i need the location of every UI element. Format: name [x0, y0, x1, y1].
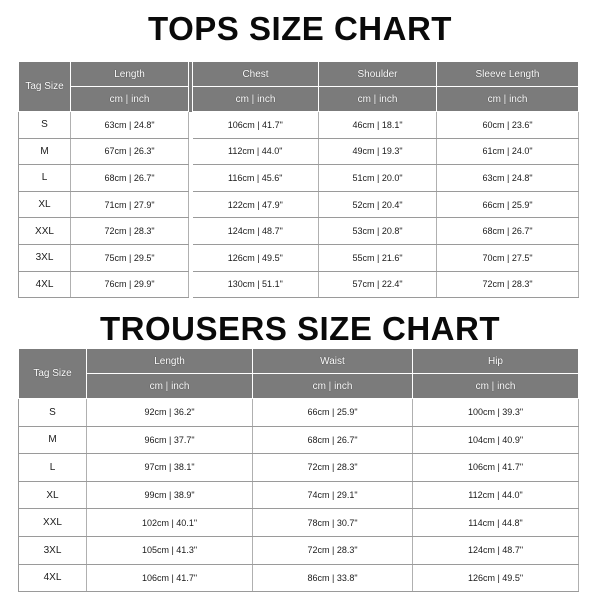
- tops-unit-header: cm | inch: [71, 87, 189, 112]
- trousers-measurement-cell: 100cm | 39.3": [413, 399, 579, 427]
- trousers-measurement-cell: 99cm | 38.9": [87, 481, 253, 509]
- trousers-measurement-cell: 72cm | 28.3": [253, 536, 413, 564]
- trousers-measurement-cell: 126cm | 49.5": [413, 564, 579, 592]
- tops-tag-size-header: [19, 62, 71, 112]
- trousers-size-table: [18, 348, 579, 592]
- tops-table-row: [19, 191, 579, 218]
- tops-measurement-cell: 72cm | 28.3": [71, 218, 189, 245]
- tops-table-row: [19, 112, 579, 139]
- tops-measurement-cell: 122cm | 47.9": [193, 191, 319, 218]
- tops-measurement-cell: 116cm | 45.6": [193, 165, 319, 192]
- trousers-table-row: [19, 536, 579, 564]
- tops-measurement-cell: 60cm | 23.6": [437, 112, 579, 139]
- tops-tag-size-label: Tag Size: [25, 80, 64, 92]
- trousers-unit-header: cm | inch: [413, 374, 579, 399]
- trousers-measurement-cell: 114cm | 44.8": [413, 509, 579, 537]
- tops-measurement-cell: 51cm | 20.0": [319, 165, 437, 192]
- tops-measurement-cell: 112cm | 44.0": [193, 138, 319, 165]
- tops-measurement-cell: 61cm | 24.0": [437, 138, 579, 165]
- tops-table-row: [19, 271, 579, 298]
- trousers-measurement-cell: 68cm | 26.7": [253, 426, 413, 454]
- trousers-tag-size-header: [19, 349, 87, 399]
- trousers-measurement-cell: 104cm | 40.9": [413, 426, 579, 454]
- tops-column-header-sleeve-length: Sleeve Length: [437, 62, 579, 87]
- tops-column-header-chest: Chest: [193, 62, 319, 87]
- tops-measurement-cell: 76cm | 29.9": [71, 271, 189, 298]
- trousers-column-header-waist: Waist: [253, 349, 413, 374]
- tops-measurement-cell: 66cm | 25.9": [437, 191, 579, 218]
- trousers-table-row: [19, 564, 579, 592]
- tops-measurement-cell: 52cm | 20.4": [319, 191, 437, 218]
- tops-measurement-cell: 124cm | 48.7": [193, 218, 319, 245]
- trousers-table-row: [19, 481, 579, 509]
- tops-measurement-cell: 53cm | 20.8": [319, 218, 437, 245]
- trousers-table-row: [19, 509, 579, 537]
- tops-measurement-cell: 75cm | 29.5": [71, 244, 189, 271]
- trousers-measurement-cell: 112cm | 44.0": [413, 481, 579, 509]
- tops-measurement-cell: 49cm | 19.3": [319, 138, 437, 165]
- trousers-measurement-cell: 72cm | 28.3": [253, 454, 413, 482]
- tops-table-row: [19, 218, 579, 245]
- tops-table-row: [19, 244, 579, 271]
- trousers-measurement-cell: 96cm | 37.7": [87, 426, 253, 454]
- tops-measurement-cell: 72cm | 28.3": [437, 271, 579, 298]
- tops-table-row: [19, 138, 579, 165]
- tops-measurement-cell: 55cm | 21.6": [319, 244, 437, 271]
- trousers-measurement-cell: 105cm | 41.3": [87, 536, 253, 564]
- trousers-size-tag-cell: XXL: [19, 509, 87, 537]
- trousers-measurement-cell: 106cm | 41.7": [87, 564, 253, 592]
- tops-measurement-cell: 63cm | 24.8": [437, 165, 579, 192]
- tops-unit-header: cm | inch: [193, 87, 319, 112]
- trousers-tag-size-label: Tag Size: [33, 367, 72, 379]
- tops-unit-header: cm | inch: [437, 87, 579, 112]
- trousers-size-chart-title: TROUSERS SIZE CHART: [99, 310, 501, 347]
- tops-measurement-cell: 68cm | 26.7": [437, 218, 579, 245]
- tops-column-header-length: Length: [71, 62, 189, 87]
- trousers-measurement-cell: 102cm | 40.1": [87, 509, 253, 537]
- trousers-table-row: [19, 426, 579, 454]
- tops-unit-header: cm | inch: [319, 87, 437, 112]
- tops-measurement-cell: 63cm | 24.8": [71, 112, 189, 139]
- tops-measurement-cell: 68cm | 26.7": [71, 165, 189, 192]
- trousers-size-tag-cell: 4XL: [19, 564, 87, 592]
- tops-table-row: [19, 165, 579, 192]
- tops-measurement-cell: 126cm | 49.5": [193, 244, 319, 271]
- tops-measurement-cell: 57cm | 22.4": [319, 271, 437, 298]
- trousers-size-tag-cell: 3XL: [19, 536, 87, 564]
- trousers-measurement-cell: 86cm | 33.8": [253, 564, 413, 592]
- trousers-column-header-length: Length: [87, 349, 253, 374]
- tops-size-tag-cell: M: [19, 138, 71, 165]
- trousers-size-tag-cell: M: [19, 426, 87, 454]
- tops-measurement-cell: 130cm | 51.1": [193, 271, 319, 298]
- trousers-measurement-cell: 97cm | 38.1": [87, 454, 253, 482]
- trousers-measurement-cell: 66cm | 25.9": [253, 399, 413, 427]
- tops-size-tag-cell: 4XL: [19, 271, 71, 298]
- tops-size-table: [18, 61, 579, 298]
- tops-measurement-cell: 71cm | 27.9": [71, 191, 189, 218]
- tops-size-tag-cell: 3XL: [19, 244, 71, 271]
- tops-measurement-cell: 67cm | 26.3": [71, 138, 189, 165]
- trousers-measurement-cell: 92cm | 36.2": [87, 399, 253, 427]
- trousers-unit-header: cm | inch: [87, 374, 253, 399]
- tops-size-tag-cell: L: [19, 165, 71, 192]
- trousers-measurement-cell: 78cm | 30.7": [253, 509, 413, 537]
- trousers-table-row: [19, 399, 579, 427]
- trousers-size-tag-cell: XL: [19, 481, 87, 509]
- trousers-measurement-cell: 106cm | 41.7": [413, 454, 579, 482]
- tops-column-header-shoulder: Shoulder: [319, 62, 437, 87]
- tops-measurement-cell: 70cm | 27.5": [437, 244, 579, 271]
- trousers-size-tag-cell: S: [19, 399, 87, 427]
- trousers-table-row: [19, 454, 579, 482]
- trousers-measurement-cell: 124cm | 48.7": [413, 536, 579, 564]
- tops-size-chart-title: TOPS SIZE CHART: [148, 10, 452, 47]
- trousers-size-tag-cell: L: [19, 454, 87, 482]
- tops-measurement-cell: 106cm | 41.7": [193, 112, 319, 139]
- tops-size-tag-cell: XXL: [19, 218, 71, 245]
- tops-size-tag-cell: S: [19, 112, 71, 139]
- trousers-unit-header: cm | inch: [253, 374, 413, 399]
- trousers-measurement-cell: 74cm | 29.1": [253, 481, 413, 509]
- tops-measurement-cell: 46cm | 18.1": [319, 112, 437, 139]
- tops-size-tag-cell: XL: [19, 191, 71, 218]
- trousers-column-header-hip: Hip: [413, 349, 579, 374]
